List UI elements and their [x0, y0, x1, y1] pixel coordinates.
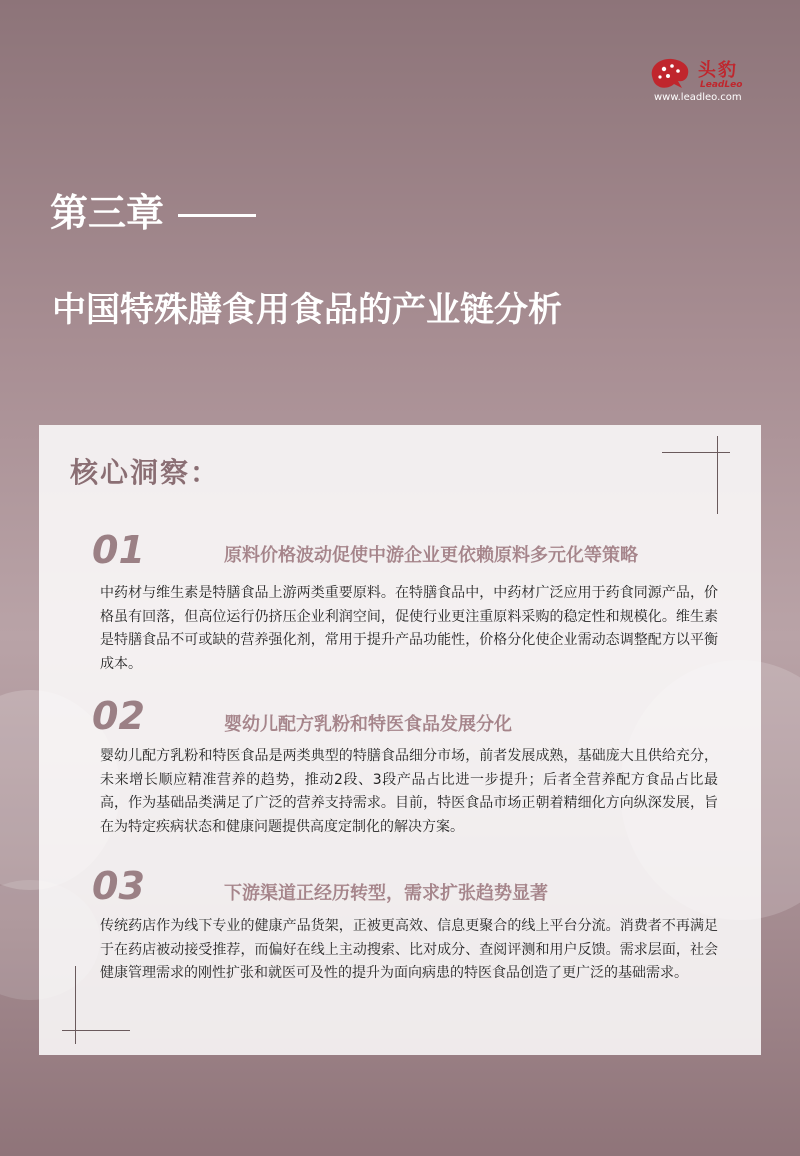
section-body: 传统药店作为线下专业的健康产品货架，正被更高效、信息更聚合的线上平台分流。消费者不再满足于在药店被动接受推荐，而偏好在线上主动搜索、比对成分、查阅评测和用户反馈。需求层面，社会健康管理需求的刚性扩张和就医可及性的提升为面向病患的特医食品创造了更广泛的基础需求。 — [100, 918, 718, 981]
section-number: 02 — [92, 694, 145, 738]
brand-logo — [648, 52, 768, 108]
section-number: 01 — [92, 528, 145, 572]
chapter-heading — [50, 182, 256, 237]
chapter-label: 第三章 — [50, 191, 165, 235]
section-heading: 下游渠道正经历转型，需求扩张趋势显著 — [224, 883, 548, 904]
section-heading: 原料价格波动促使中游企业更依赖原料多元化等策略 — [224, 545, 638, 566]
core-insight-title: 核心洞察： — [70, 456, 221, 489]
section-number: 03 — [92, 864, 145, 908]
corner-line-top-right — [662, 452, 730, 453]
chapter-dash — [178, 214, 256, 217]
corner-line-bottom-left — [62, 1030, 130, 1031]
logo-url: www.leadleo.com — [654, 92, 742, 103]
leopard-head-icon — [648, 56, 692, 92]
corner-line-top-right-vertical — [717, 436, 718, 514]
page-title: 中国特殊膳食用食品的产业链分析 — [52, 290, 562, 330]
section-body: 婴幼儿配方乳粉和特医食品是两类典型的特膳食品细分市场，前者发展成熟，基础庞大且供给充分，未来增长顺应精准营养的趋势，推动2段、3段产品占比进一步提升；后者全营养配方食品占比最高，作为基础品类满足了广泛的营养支持需求。目前，特医食品市场正朝着精细化方向纵深发展，旨在为特定疾病状态和健康问题提供高度定制化的解决方案。 — [100, 748, 718, 835]
section-body: 中药材与维生素是特膳食品上游两类重要原料。在特膳食品中，中药材广泛应用于药食同源产品，价格虽有回落，但高位运行仍挤压企业利润空间，促使行业更注重原料采购的稳定性和规模化。维生素是特膳食品不可或缺的营养强化剂，常用于提升产品功能性，价格分化使企业需动态调整配方以平衡成本。 — [100, 585, 718, 672]
corner-line-bottom-left-vertical — [75, 966, 76, 1044]
logo-english-name: LeadLeo — [700, 80, 743, 90]
logo-chinese-name: 头豹 — [698, 60, 738, 81]
section-heading: 婴幼儿配方乳粉和特医食品发展分化 — [224, 714, 512, 735]
